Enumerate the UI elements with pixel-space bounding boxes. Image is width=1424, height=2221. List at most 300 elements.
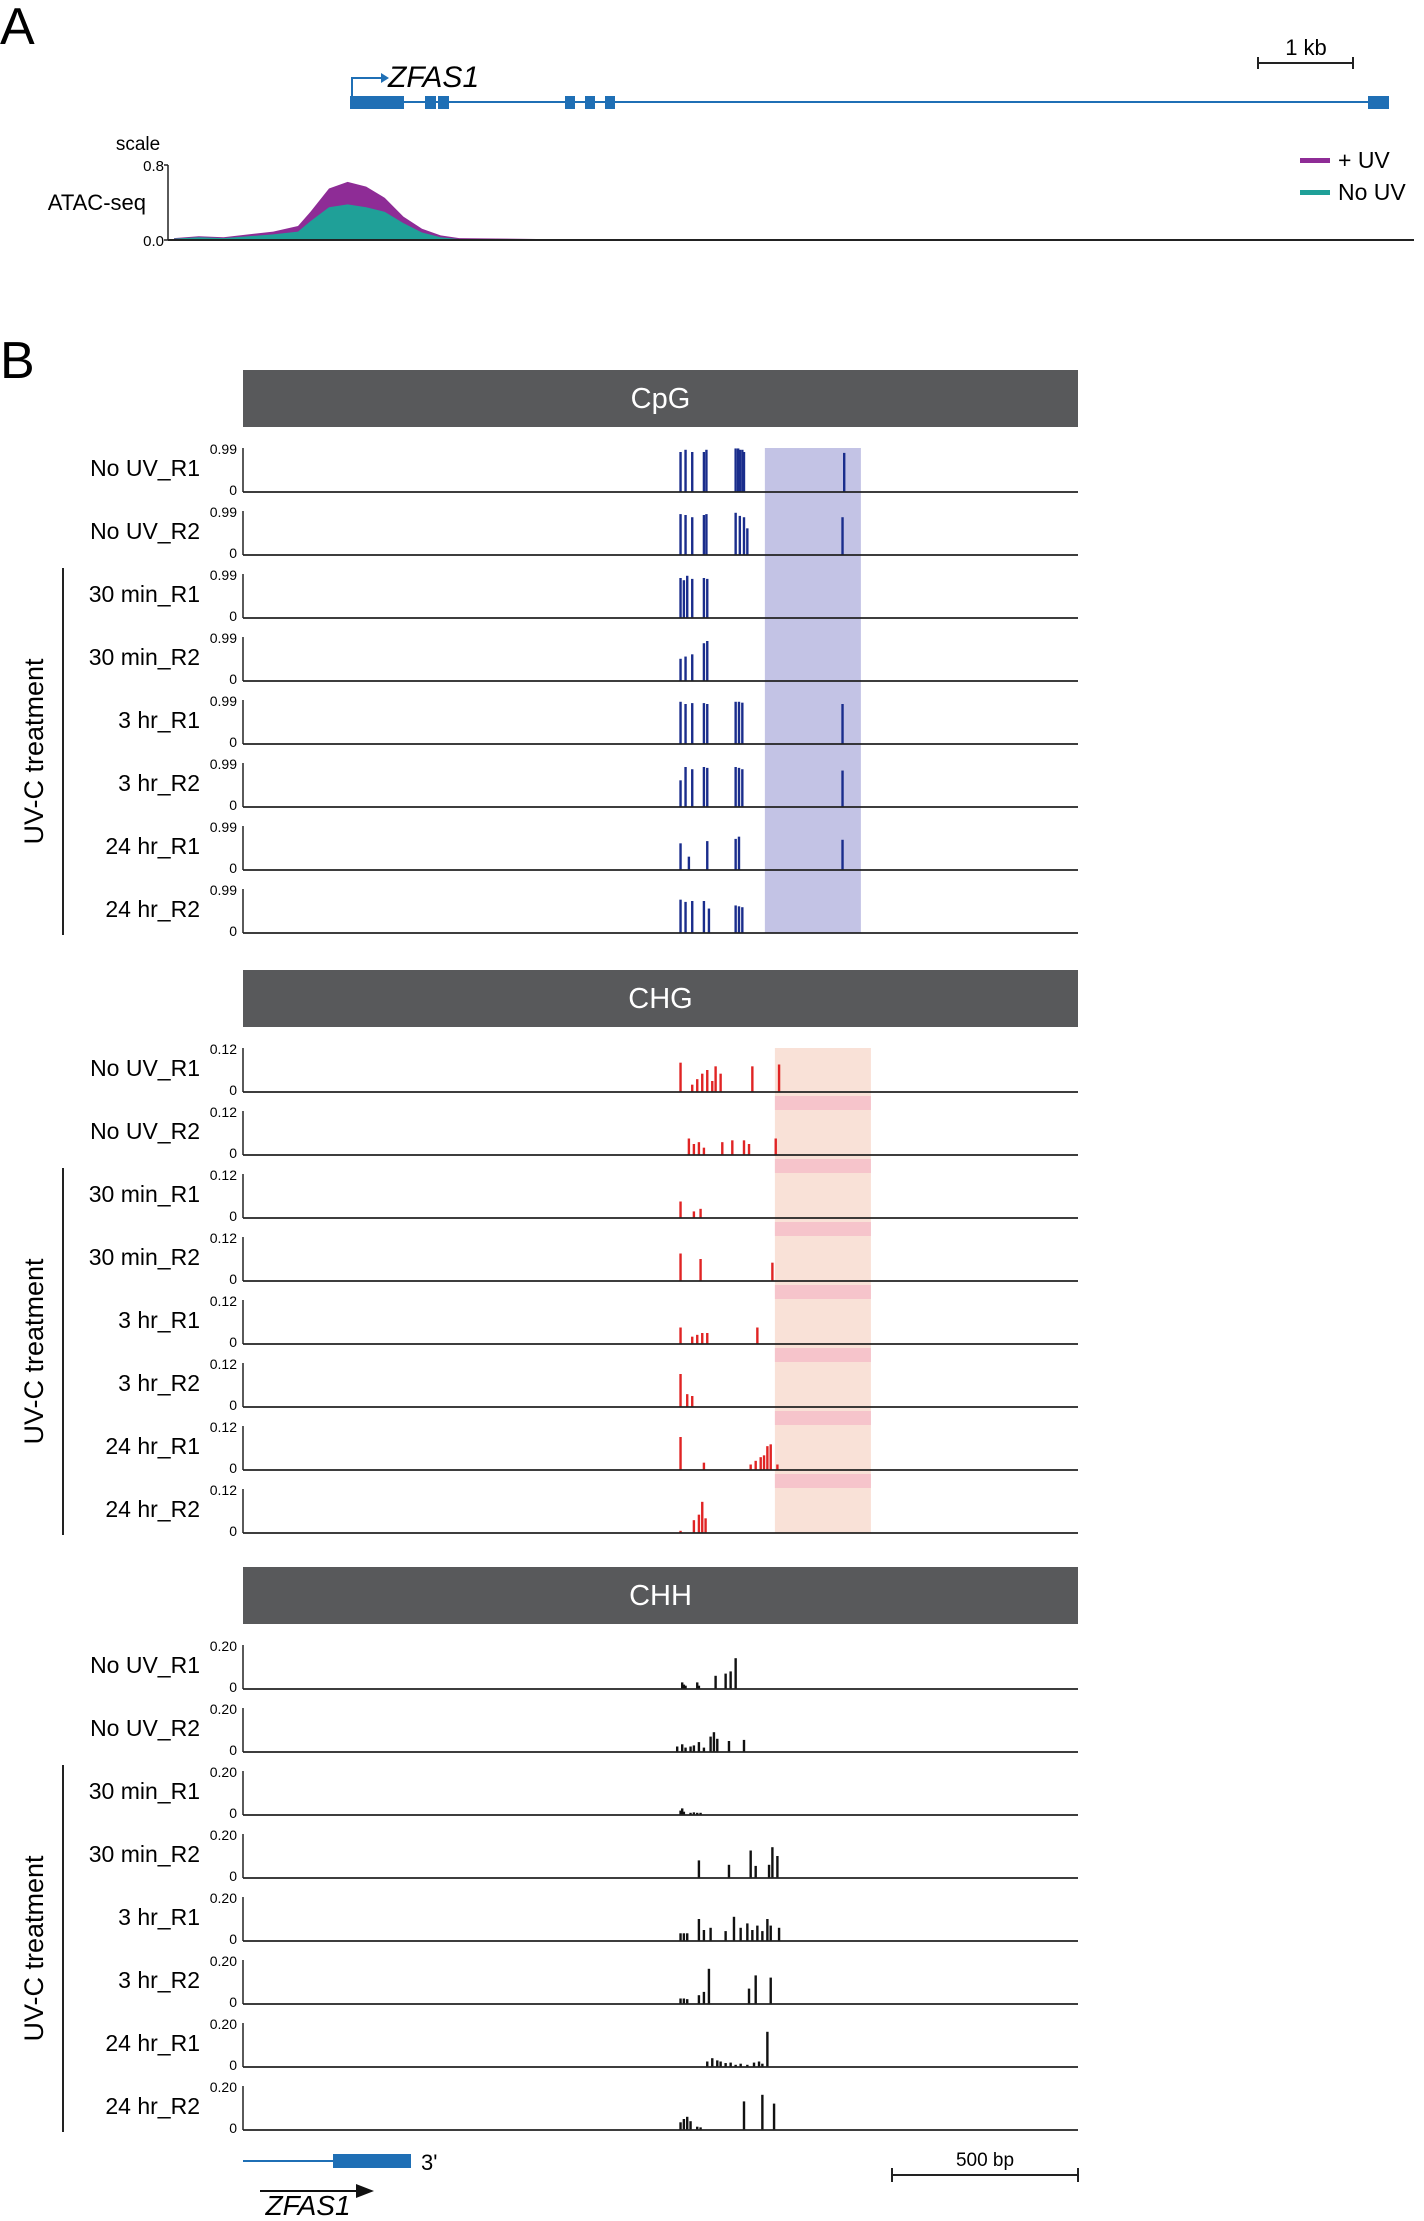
methylation-bar xyxy=(741,703,743,744)
highlight-band xyxy=(775,1411,871,1425)
methylation-bar xyxy=(748,1144,750,1155)
methylation-bar xyxy=(693,1211,695,1218)
y-max-label: 0.12 xyxy=(209,1104,237,1120)
sample-label: No UV_R2 xyxy=(90,1715,200,1741)
sample-label: 24 hr_R2 xyxy=(105,2093,200,2119)
sample-row xyxy=(118,693,1078,750)
methylation-bar xyxy=(841,840,843,870)
highlight-band xyxy=(775,1348,871,1362)
methylation-bar xyxy=(703,1148,705,1155)
methylation-bar xyxy=(738,906,740,933)
methylation-bar xyxy=(688,857,690,870)
methylation-bar xyxy=(734,767,736,807)
methylation-bar xyxy=(703,452,705,492)
methylation-bar xyxy=(734,839,736,870)
y-min-label: 0 xyxy=(229,482,237,498)
sample-row xyxy=(118,756,1078,813)
methylation-bar xyxy=(841,771,843,807)
sample-label: 24 hr_R1 xyxy=(105,1433,200,1459)
methylation-bar xyxy=(706,704,708,744)
sample-row xyxy=(105,882,1078,939)
methylation-bar xyxy=(778,1065,780,1093)
methylation-bar xyxy=(705,514,707,555)
methylation-bar xyxy=(734,513,736,555)
three-prime-label: 3' xyxy=(421,2150,438,2175)
methylation-bar xyxy=(706,768,708,807)
methylation-bar xyxy=(693,1745,695,1752)
methylation-bar xyxy=(683,580,685,618)
group-label: UV-C treatment xyxy=(19,658,49,845)
methylation-bar xyxy=(679,843,681,870)
sample-row xyxy=(118,1356,1078,1413)
methylation-bar xyxy=(691,1337,693,1344)
methylation-bar xyxy=(679,1437,681,1470)
sample-row xyxy=(90,504,1078,561)
methylation-bar xyxy=(775,1139,777,1156)
methylation-bar xyxy=(711,2058,713,2067)
atac-track xyxy=(164,165,1414,240)
y-min-label: 0 xyxy=(229,1145,237,1161)
sample-label: No UV_R1 xyxy=(90,1055,200,1081)
methylation-bar xyxy=(703,703,705,744)
methylation-bar xyxy=(731,1140,733,1155)
methylation-bar xyxy=(763,1455,765,1470)
bp-scale-label: 500 bp xyxy=(955,2150,1015,2171)
y-min-label: 0 xyxy=(229,797,237,813)
methylation-bar xyxy=(703,1930,705,1941)
methylation-bar xyxy=(709,1928,711,1941)
sample-label: 24 hr_R2 xyxy=(105,896,200,922)
sample-row xyxy=(89,1827,1078,1884)
methylation-bar xyxy=(679,578,681,618)
methylation-bar xyxy=(746,1923,748,1941)
methylation-bar xyxy=(734,905,736,933)
methylation-bar xyxy=(684,704,686,744)
methylation-bar xyxy=(698,1142,700,1155)
sample-row xyxy=(105,1419,1078,1476)
legend-label-0: + UV xyxy=(1338,147,1390,173)
methylation-bar xyxy=(716,2060,718,2067)
methylation-bar xyxy=(686,576,688,618)
sample-row xyxy=(105,2016,1078,2073)
y-max-label: 0.12 xyxy=(209,1482,237,1498)
y-max-label: 0.12 xyxy=(209,1419,237,1435)
sample-label: 3 hr_R1 xyxy=(118,1307,200,1333)
methylation-bar xyxy=(771,1263,773,1281)
methylation-bar xyxy=(691,1396,693,1407)
exon xyxy=(350,96,404,109)
methylation-bar xyxy=(724,1931,726,1941)
sample-row xyxy=(90,1104,1078,1161)
atac-area-1 xyxy=(174,204,1414,240)
sample-label: 3 hr_R2 xyxy=(118,770,200,796)
sample-label: 30 min_R1 xyxy=(88,1181,200,1207)
methylation-bar xyxy=(738,702,740,744)
methylation-bar xyxy=(679,780,681,807)
legend-swatch-1 xyxy=(1300,190,1330,195)
track-scale-caption: scale xyxy=(115,134,161,155)
sample-label: No UV_R1 xyxy=(90,455,200,481)
gene-name-a: ZFAS1 xyxy=(388,61,480,94)
methylation-bar xyxy=(679,452,681,492)
methylation-bar xyxy=(679,1202,681,1219)
methylation-bar xyxy=(711,1081,713,1092)
methylation-bar xyxy=(778,1928,780,1941)
sample-row xyxy=(90,1701,1078,1758)
methylation-bar xyxy=(743,517,745,555)
methylation-bar xyxy=(703,1992,705,2004)
y-max-label: 0.12 xyxy=(209,1041,237,1057)
sample-label: 3 hr_R1 xyxy=(118,1904,200,1930)
y-min-label: 0 xyxy=(229,2057,237,2073)
zfas1-gene-model-a xyxy=(350,73,1389,109)
methylation-bar xyxy=(686,1394,688,1407)
methylation-bar xyxy=(739,1928,741,1941)
y-min-label: 0 xyxy=(229,545,237,561)
methylation-bar xyxy=(754,1461,756,1470)
methylation-bar xyxy=(733,1917,735,1941)
sample-label: 24 hr_R2 xyxy=(105,1496,200,1522)
y-max-label: 0.99 xyxy=(209,567,237,583)
methylation-bar xyxy=(770,1444,772,1470)
y-max-label: 0.12 xyxy=(209,1167,237,1183)
methylation-bar xyxy=(756,1328,758,1345)
y-max-label: 0.20 xyxy=(209,1701,237,1717)
methylation-bar xyxy=(693,1144,695,1155)
y-min-label: 0 xyxy=(229,1679,237,1695)
gene-name-b: ZFAS1 xyxy=(265,2190,351,2221)
methylation-bar xyxy=(681,1744,683,1752)
methylation-bar xyxy=(684,515,686,555)
y-max-label: 0.12 xyxy=(209,1293,237,1309)
methylation-bar xyxy=(691,769,693,807)
methylation-bar xyxy=(679,1374,681,1407)
sample-label: 30 min_R2 xyxy=(88,1841,200,1867)
methylation-bar xyxy=(714,1676,716,1689)
y-max-label: 0.20 xyxy=(209,1827,237,1843)
methylation-bar xyxy=(696,1335,698,1344)
methylation-bar xyxy=(734,448,736,492)
sample-row xyxy=(90,1638,1078,1695)
methylation-bar xyxy=(768,1865,770,1878)
y-min-label: 0 xyxy=(229,608,237,624)
exon xyxy=(1368,96,1389,109)
sample-row xyxy=(89,1764,1078,1821)
exon xyxy=(425,96,436,109)
methylation-bar xyxy=(743,2101,745,2130)
sample-row xyxy=(118,1953,1078,2010)
highlight-band xyxy=(775,1159,871,1173)
methylation-bar xyxy=(724,1674,726,1689)
methylation-bar xyxy=(728,1865,730,1878)
tss-arrow xyxy=(352,78,383,96)
methylation-bar xyxy=(691,703,693,744)
methylation-bar xyxy=(738,837,740,870)
sample-label: No UV_R2 xyxy=(90,518,200,544)
methylation-bar xyxy=(691,1085,693,1092)
y-min-label: 0 xyxy=(229,1523,237,1539)
sample-row xyxy=(118,1890,1078,1947)
methylation-bar xyxy=(754,1866,756,1878)
sample-label: 30 min_R1 xyxy=(88,581,200,607)
methylation-bar xyxy=(770,1926,772,1941)
methylation-bar xyxy=(706,1070,708,1092)
panel-chh xyxy=(19,1567,1078,2136)
methylation-panels xyxy=(19,370,1078,2136)
methylation-bar xyxy=(709,1737,711,1752)
methylation-bar xyxy=(734,1658,736,1689)
methylation-bar xyxy=(741,769,743,807)
methylation-bar xyxy=(708,1969,710,2004)
y-min-label: 0 xyxy=(229,1460,237,1476)
methylation-bar xyxy=(751,1930,753,1941)
exon xyxy=(585,96,595,109)
methylation-bar xyxy=(698,1995,700,2004)
y-max-label: 0.99 xyxy=(209,819,237,835)
methylation-bar xyxy=(719,1074,721,1092)
gene-exon xyxy=(333,2154,411,2168)
y-min-label: 0 xyxy=(229,1271,237,1287)
methylation-bar xyxy=(679,1328,681,1345)
methylation-bar xyxy=(689,2121,691,2130)
methylation-bar xyxy=(696,1079,698,1092)
y-min-label: 0 xyxy=(229,860,237,876)
methylation-bar xyxy=(776,1856,778,1878)
methylation-bar xyxy=(698,1860,700,1878)
methylation-bar xyxy=(688,1139,690,1156)
sample-row xyxy=(89,1167,1078,1224)
sample-row xyxy=(105,1482,1078,1539)
methylation-bar xyxy=(706,579,708,618)
methylation-bar xyxy=(684,767,686,807)
methylation-bar xyxy=(761,2095,763,2130)
y-min-label: 0 xyxy=(229,1805,237,1821)
sample-row xyxy=(90,1041,1078,1098)
legend xyxy=(1300,147,1406,205)
y-max-label: 0.20 xyxy=(209,1764,237,1780)
methylation-bar xyxy=(686,2117,688,2130)
sample-label: 3 hr_R2 xyxy=(118,1967,200,1993)
methylation-bar xyxy=(766,1919,768,1941)
methylation-bar xyxy=(703,515,705,555)
methylation-bar xyxy=(699,1209,701,1218)
methylation-bar xyxy=(743,1140,745,1155)
methylation-bar xyxy=(737,448,739,492)
y-min-label: 0 xyxy=(229,2120,237,2136)
sample-label: 30 min_R2 xyxy=(88,644,200,670)
methylation-bar xyxy=(699,1259,701,1281)
methylation-bar xyxy=(761,1931,763,1941)
methylation-bar xyxy=(706,1333,708,1344)
methylation-bar xyxy=(698,1919,700,1941)
methylation-bar xyxy=(728,1741,730,1752)
highlight-band xyxy=(775,1222,871,1236)
methylation-bar xyxy=(843,453,845,492)
methylation-bar xyxy=(760,1457,762,1470)
legend-swatch-0 xyxy=(1300,158,1330,163)
methylation-bar xyxy=(703,1463,705,1470)
methylation-bar xyxy=(708,909,710,933)
y-max-label: 0.20 xyxy=(209,1953,237,1969)
kb-scale-label: 1 kb xyxy=(1285,35,1327,60)
methylation-bar xyxy=(748,1989,750,2004)
methylation-bar xyxy=(749,1851,751,1879)
atac-y-min: 0.0 xyxy=(143,233,164,250)
methylation-bar xyxy=(741,907,743,933)
methylation-bar xyxy=(703,901,705,933)
exon xyxy=(438,96,449,109)
methylation-bar xyxy=(734,702,736,744)
sample-row xyxy=(105,819,1078,876)
group-label: UV-C treatment xyxy=(19,1258,49,1445)
methylation-bar xyxy=(693,1520,695,1533)
panel-a-letter: A xyxy=(0,0,35,56)
methylation-bar xyxy=(716,1739,718,1752)
methylation-bar xyxy=(713,1732,715,1752)
y-max-label: 0.20 xyxy=(209,1638,237,1654)
panel-title: CpG xyxy=(630,383,691,415)
direction-arrow-head xyxy=(356,2184,374,2198)
methylation-bar xyxy=(684,657,686,681)
methylation-bar xyxy=(698,1515,700,1533)
methylation-bar xyxy=(679,659,681,681)
methylation-bar xyxy=(703,767,705,807)
y-min-label: 0 xyxy=(229,1742,237,1758)
highlight-band xyxy=(775,1285,871,1299)
highlight-band xyxy=(775,1096,871,1110)
methylation-bar xyxy=(841,517,843,555)
sample-row xyxy=(89,567,1078,624)
legend-label-1: No UV xyxy=(1338,179,1406,205)
y-max-label: 0.12 xyxy=(209,1356,237,1372)
methylation-bar xyxy=(738,768,740,807)
methylation-bar xyxy=(756,1926,758,1941)
methylation-bar xyxy=(705,450,707,492)
methylation-bar xyxy=(714,1066,716,1092)
y-max-label: 0.20 xyxy=(209,2016,237,2032)
methylation-bar xyxy=(743,452,745,492)
methylation-bar xyxy=(684,902,686,933)
methylation-bar xyxy=(771,1847,773,1878)
exon xyxy=(565,96,575,109)
y-min-label: 0 xyxy=(229,923,237,939)
methylation-bar xyxy=(729,1671,731,1689)
sample-row xyxy=(118,1293,1078,1350)
methylation-bar xyxy=(766,1446,768,1470)
methylation-bar xyxy=(706,841,708,870)
sample-row xyxy=(89,1230,1078,1287)
methylation-bar xyxy=(683,2119,685,2130)
sample-row xyxy=(90,441,1078,498)
methylation-bar xyxy=(684,450,686,492)
y-max-label: 0.99 xyxy=(209,882,237,898)
y-min-label: 0 xyxy=(229,1082,237,1098)
sample-row xyxy=(105,2079,1078,2136)
y-min-label: 0 xyxy=(229,734,237,750)
methylation-bar xyxy=(773,2104,775,2130)
methylation-bar xyxy=(766,2032,768,2067)
highlight-band xyxy=(775,1474,871,1488)
sample-label: 24 hr_R1 xyxy=(105,2030,200,2056)
sample-label: 24 hr_R1 xyxy=(105,833,200,859)
y-max-label: 0.99 xyxy=(209,630,237,646)
exon xyxy=(605,96,615,109)
methylation-bar xyxy=(770,1978,772,2004)
methylation-bar xyxy=(703,643,705,681)
methylation-bar xyxy=(679,702,681,744)
sample-label: No UV_R1 xyxy=(90,1652,200,1678)
methylation-bar xyxy=(701,1074,703,1092)
methylation-bar xyxy=(691,654,693,681)
y-max-label: 0.99 xyxy=(209,693,237,709)
methylation-bar xyxy=(679,2122,681,2130)
methylation-bar xyxy=(743,1740,745,1752)
methylation-bar xyxy=(721,1142,723,1155)
y-max-label: 0.20 xyxy=(209,2079,237,2095)
methylation-bar xyxy=(698,1742,700,1752)
panel-cpg xyxy=(19,370,1078,939)
y-max-label: 0.20 xyxy=(209,1890,237,1906)
y-max-label: 0.99 xyxy=(209,756,237,772)
methylation-bar xyxy=(751,1066,753,1092)
sample-label: 3 hr_R2 xyxy=(118,1370,200,1396)
methylation-bar xyxy=(691,517,693,555)
y-max-label: 0.12 xyxy=(209,1230,237,1246)
highlight-region xyxy=(765,448,861,933)
methylation-bar xyxy=(691,901,693,933)
methylation-bar xyxy=(679,1254,681,1282)
y-min-label: 0 xyxy=(229,1208,237,1224)
y-min-label: 0 xyxy=(229,1994,237,2010)
sample-label: 30 min_R2 xyxy=(88,1244,200,1270)
methylation-bar xyxy=(841,704,843,744)
methylation-bar xyxy=(679,1933,681,1941)
y-max-label: 0.99 xyxy=(209,504,237,520)
y-min-label: 0 xyxy=(229,1868,237,1884)
methylation-bar xyxy=(746,528,748,555)
sample-label: No UV_R2 xyxy=(90,1118,200,1144)
y-min-label: 0 xyxy=(229,1334,237,1350)
sample-label: 30 min_R1 xyxy=(88,1778,200,1804)
y-max-label: 0.99 xyxy=(209,441,237,457)
methylation-bar xyxy=(691,579,693,618)
group-label: UV-C treatment xyxy=(19,1855,49,2042)
methylation-bar xyxy=(706,641,708,681)
methylation-bar xyxy=(686,1933,688,1941)
sample-row xyxy=(89,630,1078,687)
panel-b-letter: B xyxy=(0,332,35,390)
atac-track-label: ATAC-seq xyxy=(47,190,146,215)
y-min-label: 0 xyxy=(229,1931,237,1947)
methylation-bar xyxy=(701,1333,703,1344)
methylation-bar xyxy=(739,516,741,555)
panel-title: CHG xyxy=(628,983,693,1015)
sample-label: 3 hr_R1 xyxy=(118,707,200,733)
panel-chg xyxy=(19,970,1078,1539)
methylation-bar xyxy=(754,1975,756,2004)
methylation-bar xyxy=(691,452,693,492)
methylation-bar xyxy=(704,1518,706,1533)
methylation-bar xyxy=(703,578,705,618)
methylation-bar xyxy=(683,1933,685,1941)
methylation-bar xyxy=(679,514,681,555)
atac-y-max: 0.8 xyxy=(143,158,164,175)
panel-title: CHH xyxy=(629,1580,692,1612)
y-min-label: 0 xyxy=(229,1397,237,1413)
methylation-bar xyxy=(679,900,681,933)
y-min-label: 0 xyxy=(229,671,237,687)
methylation-bar xyxy=(701,1502,703,1533)
